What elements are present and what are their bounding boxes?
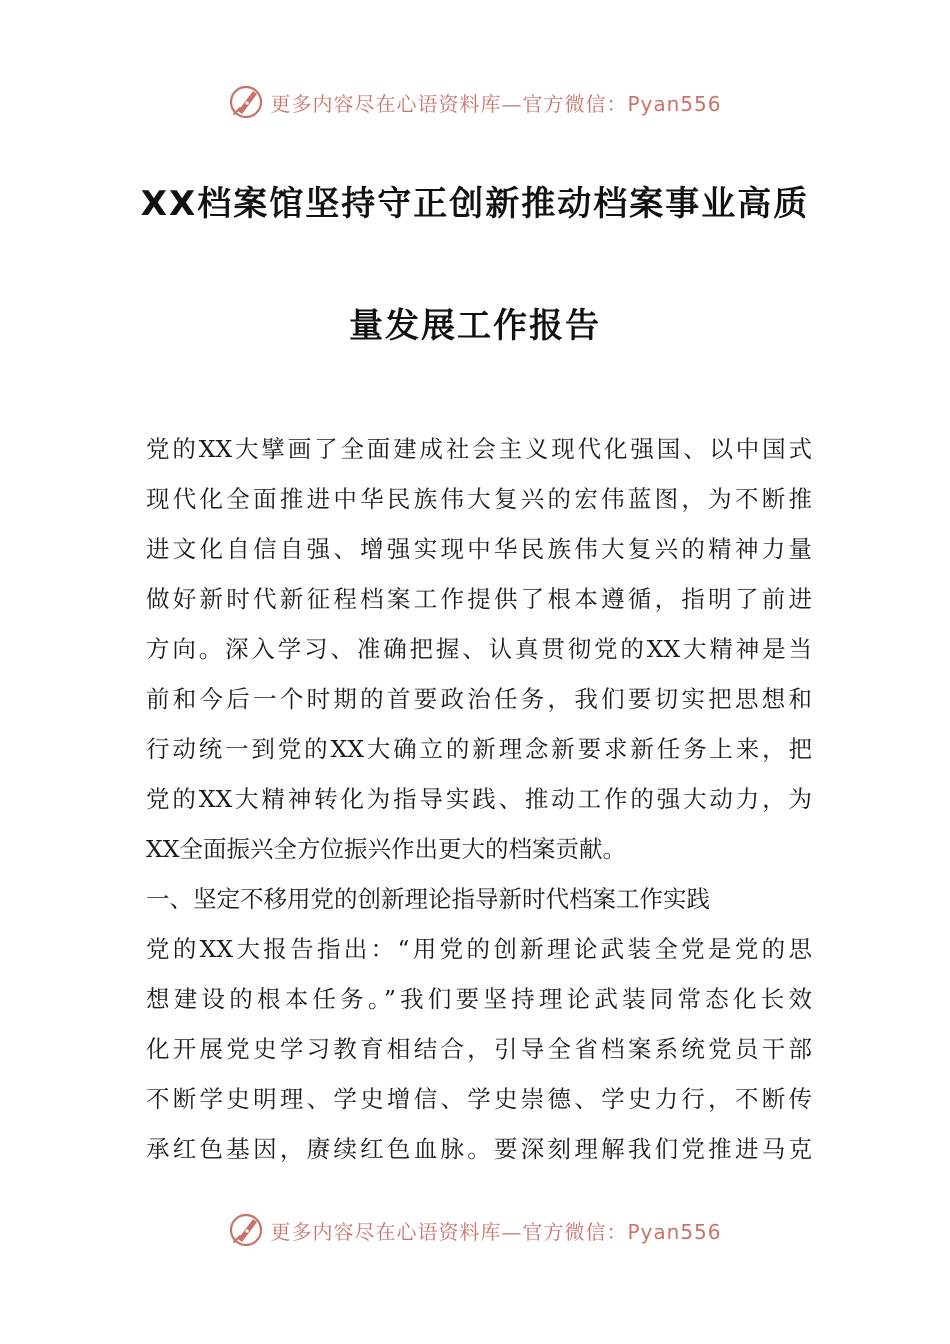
header-watermark-wechat-id: Pyan556 — [627, 91, 722, 116]
body-line: 不断学史明理、学史增信、学史崇德、学史力行，不断传 — [146, 1085, 812, 1113]
document-title-line-1: XX档案馆坚持守正创新推动档案事业高质 — [140, 184, 810, 224]
pen-nib-logo-icon — [228, 1212, 264, 1248]
header-watermark-cn: 更多内容尽在心语资料库—官方微信： — [270, 91, 628, 116]
body-line: 做好新时代新征程档案工作提供了根本遵循，指明了前进 — [146, 585, 812, 613]
footer-watermark-wechat-id: Pyan556 — [627, 1219, 722, 1244]
section-heading: 一、坚定不移用党的创新理论指导新时代档案工作实践 — [146, 885, 710, 913]
document-body — [146, 424, 812, 1174]
body-line-paragraph-end: XX全面振兴全方位振兴作出更大的档案贡献。 — [146, 835, 626, 863]
footer-watermark-banner — [0, 1208, 950, 1252]
body-line: 行动统一到党的XX大确立的新理念新要求新任务上来，把 — [146, 735, 812, 763]
pen-nib-logo-icon — [228, 84, 264, 120]
body-line: 党的XX大精神转化为指导实践、推动工作的强大动力，为 — [146, 785, 812, 813]
body-line: 党的XX大擘画了全面建成社会主义现代化强国、以中国式 — [146, 435, 812, 463]
body-line: 化开展党史学习教育相结合，引导全省档案系统党员干部 — [146, 1035, 812, 1063]
body-line: 现代化全面推进中华民族伟大复兴的宏伟蓝图，为不断推 — [146, 485, 812, 513]
document-title-line-2: 量发展工作报告 — [349, 306, 601, 346]
header-watermark-banner — [0, 80, 950, 124]
body-line: 前和今后一个时期的首要政治任务，我们要切实把思想和 — [146, 685, 812, 713]
header-watermark-text — [270, 88, 721, 117]
body-line: 党的XX大报告指出：“用党的创新理论武装全党是党的思 — [146, 935, 812, 963]
body-line: 想建设的根本任务。”我们要坚持理论武装同常态化长效 — [146, 985, 812, 1013]
body-line: 方向。深入学习、准确把握、认真贯彻党的XX大精神是当 — [146, 635, 812, 663]
body-line: 承红色基因，赓续红色血脉。要深刻理解我们党推进马克 — [146, 1135, 812, 1163]
footer-watermark-cn: 更多内容尽在心语资料库—官方微信： — [270, 1219, 628, 1244]
footer-watermark-text — [270, 1216, 721, 1245]
body-line: 进文化自信自强、增强实现中华民族伟大复兴的精神力量 — [146, 535, 812, 563]
